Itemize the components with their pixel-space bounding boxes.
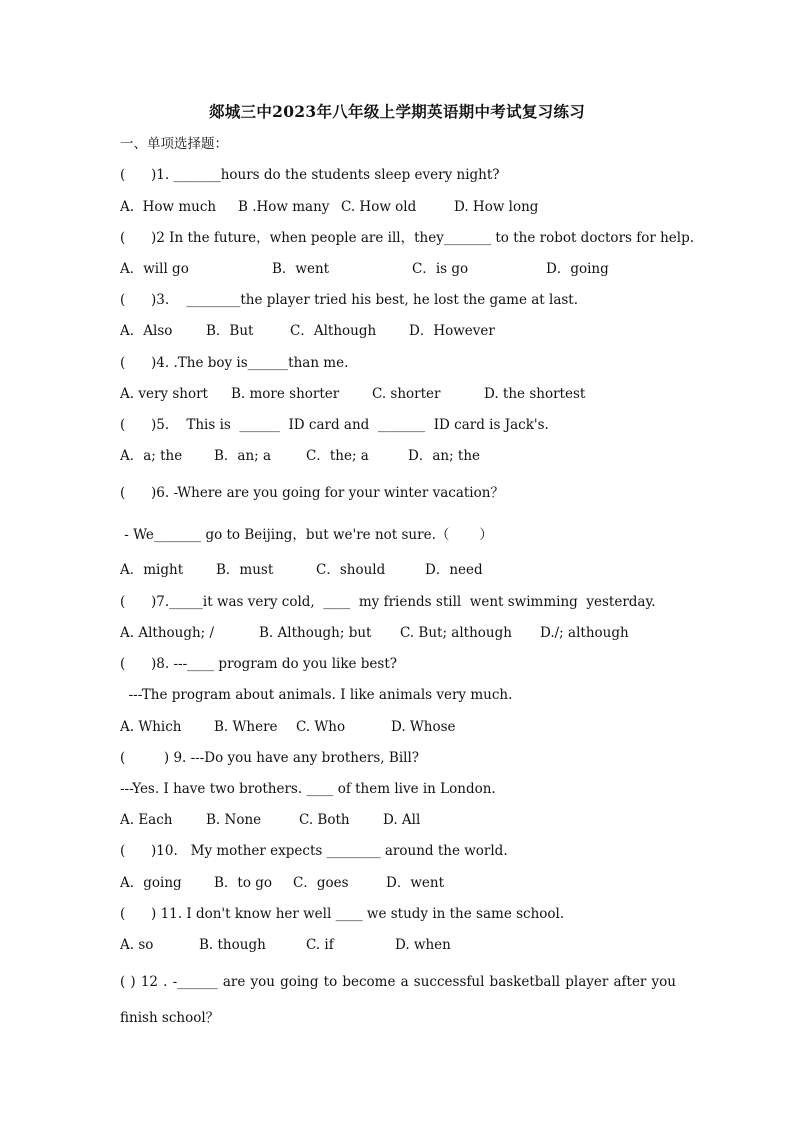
q1-option-b: B .How many <box>238 199 330 215</box>
q11-option-a: A. so <box>120 937 154 953</box>
question-1-stem: ( )1. _______hours do the students sleep every night? <box>120 167 500 183</box>
q11-option-b: B. though <box>199 937 266 953</box>
q10-option-a: A．going <box>120 875 182 891</box>
q4-option-a: A. very short <box>120 386 208 402</box>
q6-option-b: B．must <box>216 562 274 578</box>
question-10-stem: ( )10. My mother expects ________ around the world. <box>120 843 508 859</box>
q5-option-b: B．an; a <box>214 448 272 464</box>
q6-option-a: A．might <box>120 562 184 578</box>
question-12-continuation: finish school？ <box>120 1010 220 1026</box>
q10-option-d: D．went <box>386 875 444 891</box>
question-7-stem: ( )7._____it was very cold, ____ my friends still went swimming yesterday. <box>120 594 656 610</box>
q4-option-c: C. shorter <box>372 386 441 402</box>
q7-option-c: C. But; although <box>400 625 512 641</box>
q2-option-b: B．went <box>272 261 330 277</box>
q5-option-a: A．a; the <box>120 448 183 464</box>
q2-option-a: A．will go <box>120 261 189 277</box>
q4-option-d: D. the shortest <box>484 386 586 402</box>
q3-option-c: C．Although <box>290 323 377 339</box>
q3-option-a: A．Also <box>120 323 173 339</box>
q6-option-c: C．should <box>316 562 386 578</box>
question-6-response: - We_______ go to Beijing，but we're not sure.（ ） <box>120 527 493 543</box>
section-heading: 一、单项选择题： <box>120 136 228 152</box>
question-11-stem: ( ) 11. I don't know her well ____ we study in the same school. <box>120 906 565 922</box>
question-5-stem: ( )5. This is ______ ID card and _______ ID card is Jack's. <box>120 417 549 433</box>
question-9-stem: ( ) 9. ---Do you have any brothers, Bill? <box>120 750 420 766</box>
q8-option-a: A. Which <box>120 719 182 735</box>
q11-option-d: D. when <box>395 937 451 953</box>
q2-option-c: C．is go <box>412 261 469 277</box>
question-8-stem: ( )8. ---____ program do you like best? <box>120 656 398 672</box>
q2-option-d: D．going <box>546 261 609 277</box>
q1-option-c: C. How old <box>341 199 417 215</box>
q10-option-c: C．goes <box>293 875 349 891</box>
question-6-stem: ( )6. -Where are you going for your winter vacation？ <box>120 485 504 501</box>
q8-option-b: B. Where <box>214 719 278 735</box>
question-4-stem: ( )4. .The boy is______than me. <box>120 355 349 371</box>
q8-option-c: C. Who <box>296 719 346 735</box>
q9-option-c: C. Both <box>299 812 350 828</box>
exam-title: 郯城三中2023年八年级上学期英语期中考试复习练习 <box>208 102 586 121</box>
q1-option-d: D. How long <box>454 199 539 215</box>
q5-option-d: D．an; the <box>408 448 481 464</box>
q5-option-c: C．the; a <box>306 448 369 464</box>
question-3-stem: ( )3. ________the player tried his best, he lost the game at last. <box>120 292 579 308</box>
q8-option-d: D. Whose <box>391 719 456 735</box>
q9-option-b: B. None <box>206 812 262 828</box>
question-2-stem: ( )2 In the future，when people are ill，they_______ to the robot doctors for help. <box>120 230 695 246</box>
q7-option-a: A. Although; / <box>120 625 215 641</box>
question-8-response: ---The program about animals. I like animals very much. <box>120 687 513 703</box>
q7-option-b: B. Although; but <box>259 625 372 641</box>
q9-option-a: A. Each <box>120 812 173 828</box>
q6-option-d: D．need <box>425 562 483 578</box>
question-9-response: ---Yes. I have two brothers. ____ of them live in London. <box>120 781 496 797</box>
q11-option-c: C. if <box>306 937 334 953</box>
q7-option-d: D./; although <box>540 625 629 641</box>
q10-option-b: B．to go <box>214 875 273 891</box>
q3-option-d: D．However <box>409 323 495 339</box>
q3-option-b: B．But <box>206 323 254 339</box>
q4-option-b: B. more shorter <box>231 386 340 402</box>
question-12-stem: ( ) 12 . -______ are you going to become a successful basketball player after you <box>120 974 676 990</box>
q9-option-d: D. All <box>383 812 421 828</box>
q1-option-a: A. How much <box>120 199 217 215</box>
